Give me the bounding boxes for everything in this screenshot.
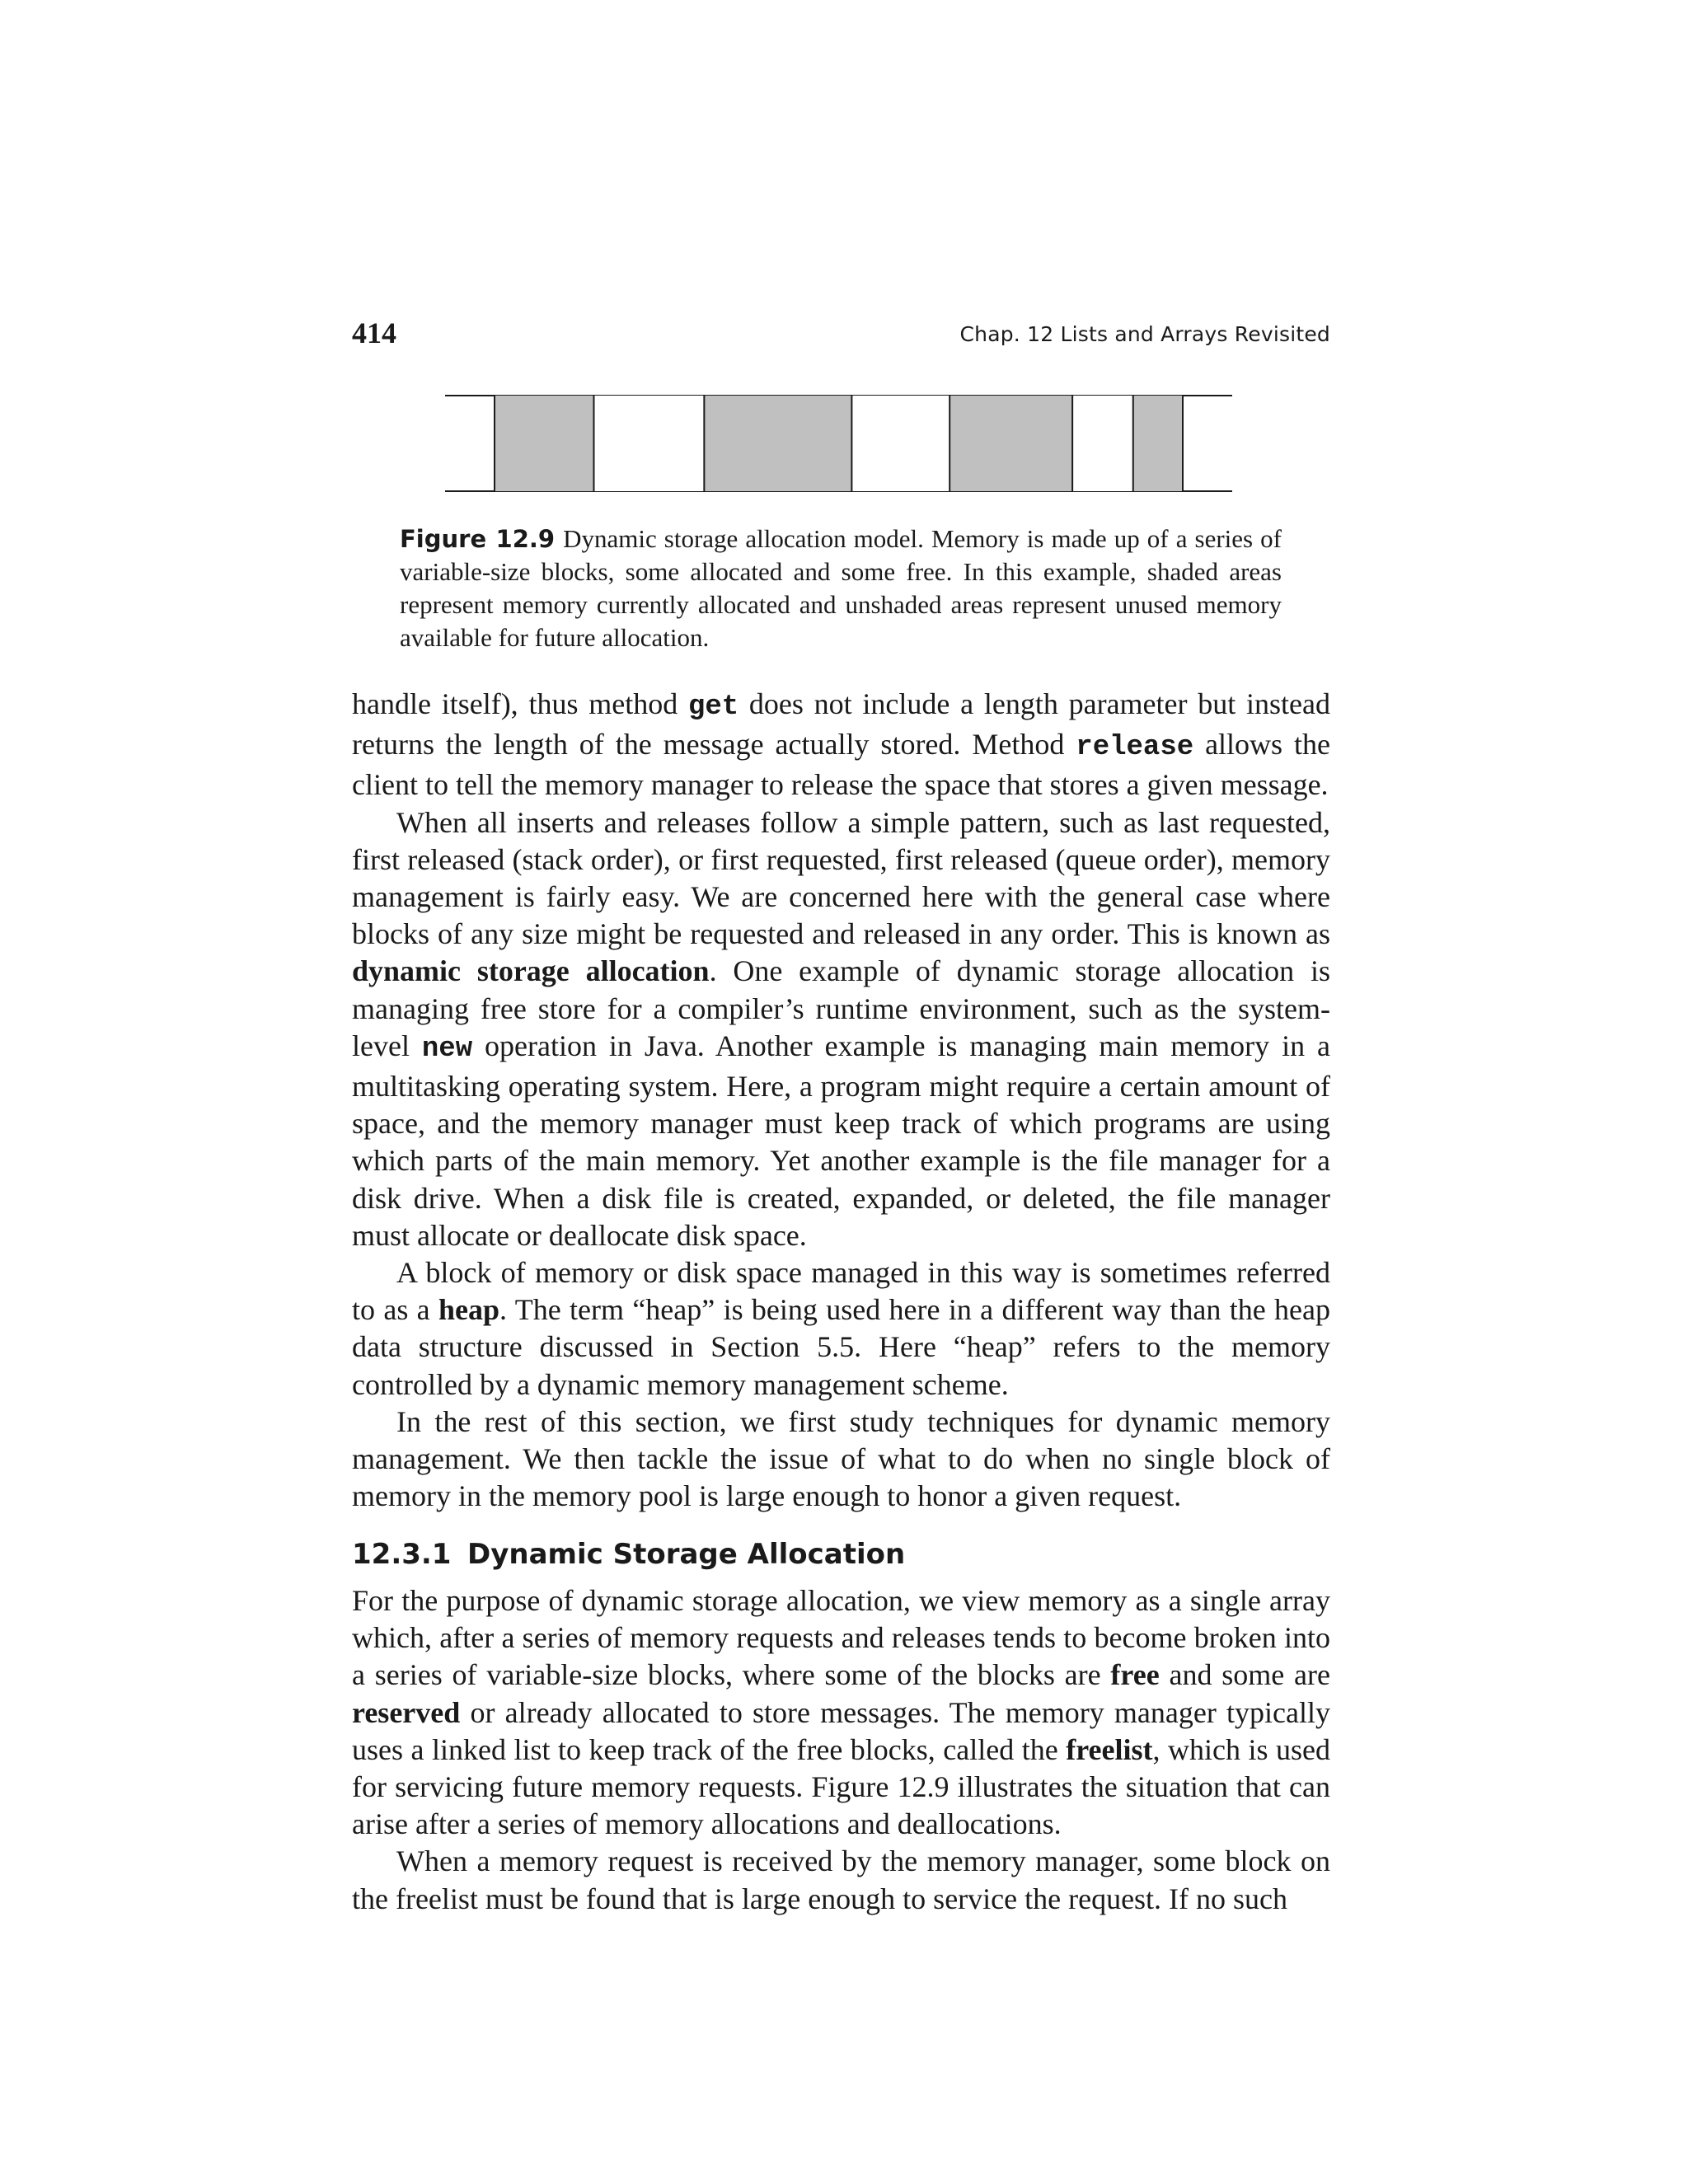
section-title: Dynamic Storage Allocation	[467, 1538, 906, 1571]
term-reserved: reserved	[352, 1695, 461, 1729]
memory-blocks-figure	[445, 394, 1232, 493]
paragraph-1: handle itself), thus method get does not include a length parameter but instead returns the length of the message actually stored. Method release allows the client to tell the memory manager to release the space that stores a given message.	[352, 687, 1330, 802]
section-number: 12.3.1	[352, 1538, 452, 1571]
memory-block-allocated	[1133, 396, 1183, 491]
code-get: get	[687, 691, 739, 723]
paragraph-2: When all inserts and releases follow a simple pattern, such as last requested, first released (stack order), or first requested, first released (queue order), memory management is fairly easy. We are concerned here with the general case where blocks of any size might be requested and released in any order. This is known as dynamic storage allocation. One example of dynamic storage allocation is managing free store for a compiler’s runtime environment, such as the system-level new operation in Java. Another example is managing main memory in a multitasking operating system. Here, a program might require a certain amount of space, and the memory manager must keep track of which programs are using which parts of the main memory. Yet another example is the file manager for a disk drive. When a disk file is created, expanded, or deleted, the file manager must allocate or deallocate disk space.	[352, 805, 1330, 1252]
section-paragraph-2: When a memory request is received by the memory manager, some block on the freelist must be found that is large enough to service the request. If no such	[352, 1844, 1330, 1915]
memory-block-allocated	[704, 396, 851, 491]
section-heading	[352, 1538, 905, 1571]
body-text-upper	[352, 686, 1330, 1515]
page-number: 414	[352, 316, 396, 349]
memory-block-allocated	[495, 396, 593, 491]
memory-block-free	[593, 396, 704, 491]
memory-blocks-diagram	[445, 394, 1232, 493]
memory-block-free	[1072, 396, 1133, 491]
section-paragraph-1: For the purpose of dynamic storage allocation, we view memory as a single array which, after a series of memory requests and releases tends to become broken into a series of variable-size blocks, where some of the blocks are free and some are reserved or already allocated to store messages. The memory manager typically uses a linked list to keep track of the free blocks, called the freelist, which is used for servicing future memory requests. Figure 12.9 illustrates the situation that can arise after a series of memory allocations and deallocations.	[352, 1584, 1330, 1841]
code-new: new	[421, 1033, 473, 1065]
figure-caption-text: Dynamic storage allocation model. Memory is made up of a series of variable-size blocks, some allocated and some free. In this example, shaded areas represent memory currently allocated and unshaded areas represent unused memory available for future allocation.	[400, 524, 1282, 652]
term-dynamic-storage-allocation: dynamic storage allocation	[352, 954, 710, 988]
term-heap: heap	[438, 1293, 500, 1327]
figure-label: Figure 12.9	[400, 525, 556, 553]
paragraph-3: A block of memory or disk space managed in this way is sometimes referred to as a heap. The term “heap” is being used here in a different way than the heap data structure discussed in Section 5.5. Here “heap” refers to the memory controlled by a dynamic memory management scheme.	[352, 1256, 1331, 1401]
term-free: free	[1110, 1658, 1160, 1692]
memory-block-free	[851, 396, 950, 491]
figure-caption	[400, 523, 1282, 654]
running-header: Chap. 12 Lists and Arrays Revisited	[959, 322, 1330, 346]
body-text-lower	[352, 1582, 1330, 1918]
term-freelist: freelist	[1066, 1732, 1153, 1766]
paragraph-4: In the rest of this section, we first study techniques for dynamic memory management. We then tackle the issue of what to do when no single block of memory in the memory pool is large enough to honor a given request.	[352, 1404, 1330, 1513]
memory-block-allocated	[950, 396, 1072, 491]
code-release: release	[1076, 732, 1194, 764]
